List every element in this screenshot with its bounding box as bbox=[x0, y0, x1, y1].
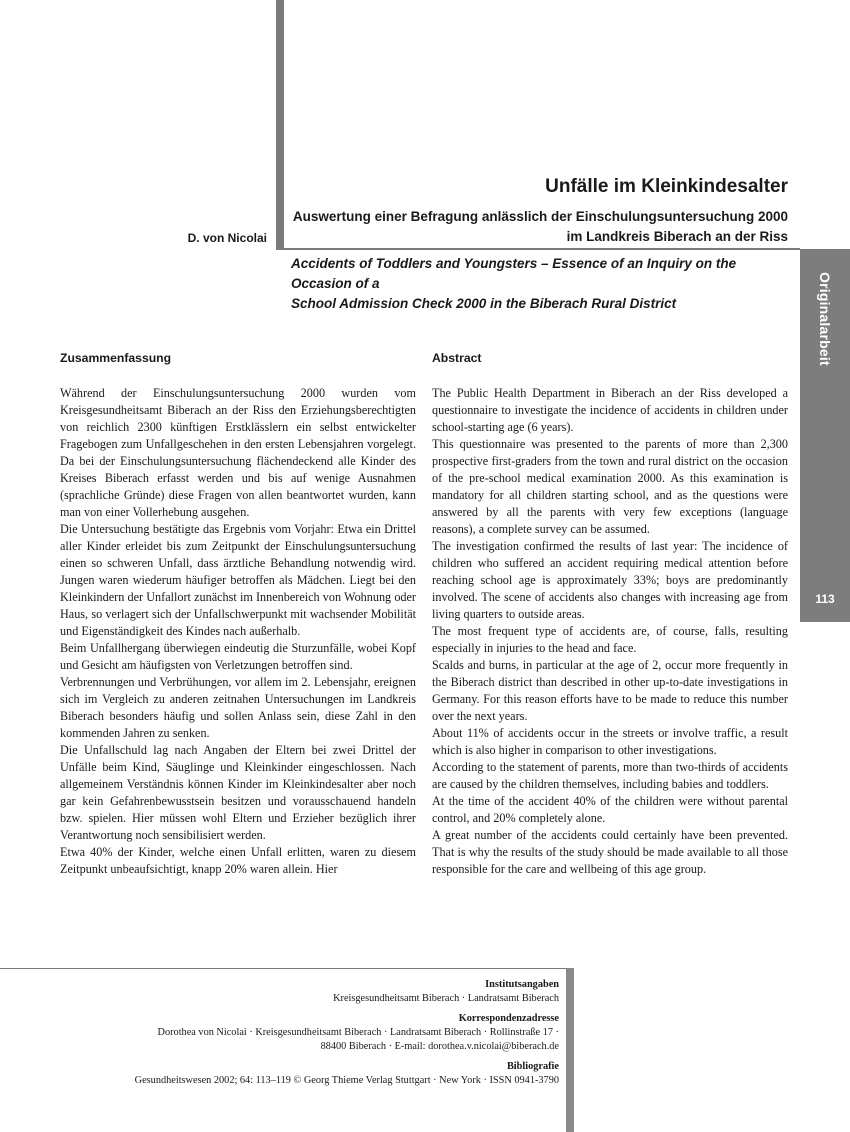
abstract-paragraph: A great number of the accidents could certainly have been prevented. That is why the results of the study should be made available to all those responsible for the care and wellbeing of this age group. bbox=[432, 828, 788, 876]
correspondence-heading: Korrespondenzadresse bbox=[458, 1013, 559, 1024]
abstract-paragraph: At the time of the accident 40% of the children were without parental control, and 20% completely alone. bbox=[432, 794, 788, 825]
page-number: 113 bbox=[815, 592, 835, 606]
author-name: D. von Nicolai bbox=[187, 231, 267, 245]
bibliography-heading: Bibliografie bbox=[506, 1061, 559, 1072]
zusammenfassung-paragraph: Etwa 40% der Kinder, welche einen Unfall erlitten, waren zu diesem Zeitpunkt unbeaufsichtigt, knapp 20% waren allein. Hier bbox=[60, 845, 416, 876]
correspondence-line-2: 88400 Biberach · E-mail: dorothea.v.nicolai@biberach.de bbox=[320, 1041, 559, 1052]
english-subtitle-line-2: School Admission Check 2000 in the Biberach Rural District bbox=[291, 296, 677, 311]
german-subtitle-line-1: Auswertung einer Befragung anlässlich der Einschulungsuntersuchung 2000 bbox=[292, 209, 788, 224]
abstract-column bbox=[432, 350, 788, 878]
zusammenfassung-paragraph: Verbrennungen und Verbrühungen, vor allem im 2. Lebensjahr, ereignen sich im Vergleich zu anderen zeitnahen Untersuchungen im Landkreis Biberach besonders häufig und sollen Anlass sein, diese Zahl in den kommenden Jahren zu senken. bbox=[60, 675, 416, 740]
institution-text: Kreisgesundheitsamt Biberach · Landratsamt Biberach bbox=[333, 993, 559, 1004]
footer-vertical-rule bbox=[566, 968, 574, 1132]
german-subtitle bbox=[268, 207, 788, 247]
footer-horizontal-rule bbox=[0, 968, 572, 969]
abstract-heading: Abstract bbox=[432, 351, 482, 365]
header-horizontal-rule bbox=[276, 248, 800, 250]
english-subtitle bbox=[291, 254, 791, 314]
abstract-paragraph: About 11% of accidents occur in the streets or involve traffic, a result which is also higher in comparison to other investigations. bbox=[432, 726, 788, 757]
zusammenfassung-paragraph: Während der Einschulungsuntersuchung 2000 wurden vom Kreisgesundheitsamt Biberach an der Riss den Erziehungsberechtigten von reichlich 2300 künftigen Erstklässlern ein selbst entwickelter Fragebogen zum Unfallgeschehen in den ersten Lebensjahren vorgelegt. Da bei der Einschulungsuntersuchung flächendeckend alle Kinder des Kreises Biberach erfasst werden und bis auf wenige Ausnahmen (sprachliche Gründe) diese Fragen von allen beantwortet wurden, kann man von einer Vollerhebung ausgehen. bbox=[60, 386, 416, 519]
institution-heading: Institutsangaben bbox=[485, 979, 559, 990]
zusammenfassung-column bbox=[60, 350, 416, 878]
abstract-paragraph: The most frequent type of accidents are, of course, falls, resulting especially in injuries to the head and face. bbox=[432, 624, 788, 655]
zusammenfassung-paragraph: Die Unfallschuld lag nach Angaben der Eltern bei zwei Drittel der Unfälle beim Kind, Säuglinge und Kleinkinder eingeschlossen. Nach allgemeinem Verständnis können Kinder im Kleinkindesalter aber noch gar kein Gefahrenbewusstsein besitzen und vorausschauend handeln bzw. spielen. Hier müssen wohl Eltern und Erzieher bezüglich ihrer Verantwortung noch sensibilisiert werden. bbox=[60, 743, 416, 842]
article-title: Unfälle im Kleinkindesalter bbox=[545, 176, 788, 197]
article-info-footer bbox=[59, 978, 559, 1088]
abstract-paragraph: According to the statement of parents, more than two-thirds of accidents are caused by the children themselves, including babies and toddlers. bbox=[432, 760, 788, 791]
section-side-tab bbox=[800, 249, 850, 622]
abstract-paragraph: Scalds and burns, in particular at the age of 2, occur more frequently in the Biberach district than described in other up-to-date investigations in Germany. For this reason efforts have to be made to reduce this number over the next years. bbox=[432, 658, 788, 723]
bibliography-text: Gesundheitswesen 2002; 64: 113–119 © Georg Thieme Verlag Stuttgart · New York · ISSN 0941-3790 bbox=[134, 1075, 559, 1086]
abstract-paragraph: This questionnaire was presented to the parents of more than 2,300 prospective first-graders from the town and rural district on the occasion of the pre-school medical examination 2000. As this examination is mandatory for all children starting school, and as the questions were answered by all the parents with very few exceptions (language reasons), a complete survey can be assumed. bbox=[432, 437, 788, 536]
zusammenfassung-heading: Zusammenfassung bbox=[60, 351, 172, 365]
abstract-paragraph: The investigation confirmed the results of last year: The incidence of children who suffered an accident requiring medical attention before reaching school age is approximately 33%; boys are predominantly involved. The scene of accidents also changes with increasing age from living quarters to outside areas. bbox=[432, 539, 788, 621]
zusammenfassung-paragraph: Die Untersuchung bestätigte das Ergebnis vom Vorjahr: Etwa ein Drittel aller Kinder erleidet bis zum Zeitpunkt der Einschulungsuntersuchung einen so schweren Unfall, dass ärztliche Behandlung notwendig wird. Jungen waren wiederum häufiger betroffen als Mädchen. Liegt bei den Kleinkindern der Unfallort zunächst im Innenbereich von Wohnung oder Haus, so verlagert sich der Unfallschwerpunkt mit wachsender Mobilität und Eigenständigkeit des Kindes nach außerhalb. bbox=[60, 522, 416, 638]
article-type-label: Originalarbeit bbox=[817, 272, 833, 366]
abstract-paragraph: The Public Health Department in Biberach an der Riss developed a questionnaire to investigate the incidence of accidents in children under school-starting age (6 years). bbox=[432, 386, 788, 434]
correspondence-line-1: Dorothea von Nicolai · Kreisgesundheitsamt Biberach · Landratsamt Biberach · Rollinstraße 17 · bbox=[157, 1027, 559, 1038]
english-subtitle-line-1: Accidents of Toddlers and Youngsters – Essence of an Inquiry on the Occasion of a bbox=[291, 256, 737, 291]
zusammenfassung-paragraph: Beim Unfallhergang überwiegen eindeutig die Sturzunfälle, wobei Kopf und Gesicht am häufigsten von Verletzungen betroffen sind. bbox=[60, 641, 416, 672]
german-subtitle-line-2: im Landkreis Biberach an der Riss bbox=[566, 229, 788, 244]
